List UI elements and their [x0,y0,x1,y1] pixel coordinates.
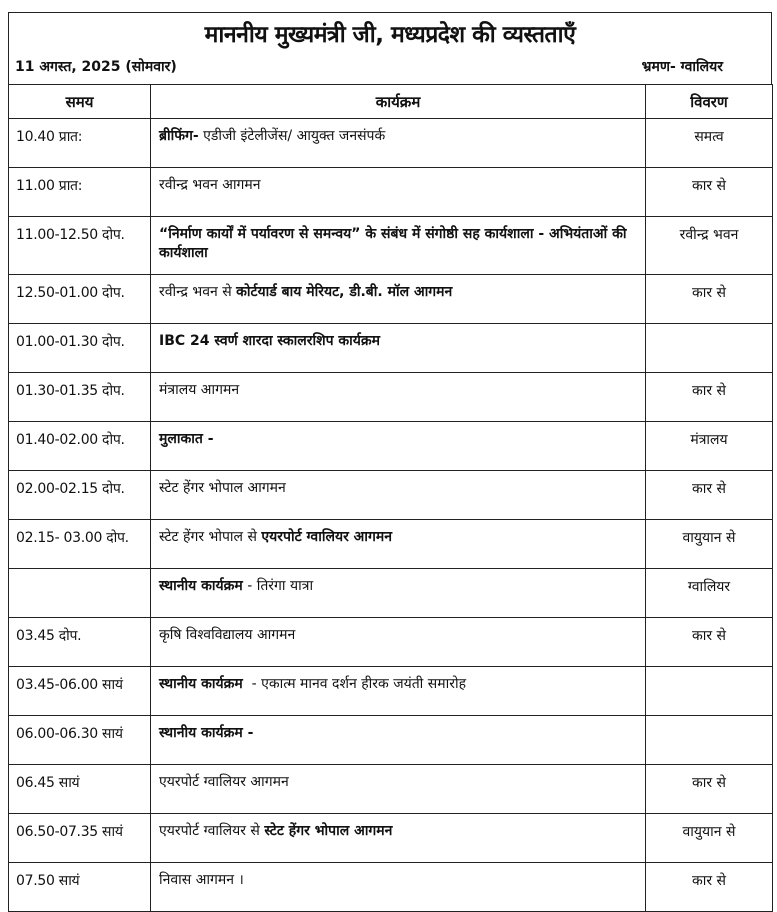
row-program [151,275,646,324]
program-bold-text: स्थानीय कार्यक्रम [159,676,243,692]
program-text: - एकात्म मानव दर्शन हीरक जयंती समारोह [242,676,467,692]
row-time: 11.00-12.50 दोप. [9,217,151,275]
row-time: 02.15- 03.00 दोप. [9,520,151,569]
row-time: 03.45-06.00 सायं [9,667,151,716]
row-details: कार से [646,373,773,422]
row-time: 06.50-07.35 सायं [9,814,151,863]
row-details: कार से [646,863,773,912]
row-details: कार से [646,765,773,814]
header-time: समय [9,85,151,119]
table-row [9,422,773,471]
table-row [9,569,773,618]
schedule-document [8,12,772,912]
row-details: कार से [646,168,773,217]
row-program [151,520,646,569]
schedule-date: 11 अगस्त, 2025 (सोमवार) [15,59,177,75]
table-row [9,275,773,324]
row-details [646,324,773,373]
row-program [151,814,646,863]
program-bold-text: “निर्माण कार्यों में पर्यावरण से समन्वय” के संबंध में संगोष्ठी सह कार्यशाला - अभियंताओं की कार्यशाला [159,226,627,261]
program-text: स्टेट हेंगर भोपाल से [159,529,262,545]
row-program [151,119,646,168]
program-bold-text: स्थानीय कार्यक्रम [159,578,243,594]
row-time: 03.45 दोप. [9,618,151,667]
row-details: वायुयान से [646,814,773,863]
row-time: 06.45 सायं [9,765,151,814]
row-program [151,618,646,667]
program-bold-text: स्थानीय कार्यक्रम - [159,725,254,741]
row-details: रवीन्द्र भवन [646,217,773,275]
row-time: 10.40 प्रात: [9,119,151,168]
table-row [9,618,773,667]
table-row [9,520,773,569]
program-text: रवीन्द्र भवन से [159,284,237,300]
row-details: कार से [646,618,773,667]
program-text: मंत्रालय आगमन [159,382,240,398]
schedule-table [8,84,773,912]
row-program [151,569,646,618]
program-bold-text: IBC 24 स्वर्ण शारदा स्कालरशिप कार्यक्रम [159,333,381,349]
row-program [151,471,646,520]
program-bold-text: मुलाकात - [159,431,214,447]
program-text: रवीन्द्र भवन आगमन [159,177,261,193]
row-time: 12.50-01.00 दोप. [9,275,151,324]
row-program [151,217,646,275]
table-row [9,863,773,912]
row-program [151,422,646,471]
tour-location: भ्रमण- ग्वालियर [641,59,723,75]
table-row [9,667,773,716]
row-program [151,765,646,814]
row-program [151,716,646,765]
row-program [151,373,646,422]
row-program [151,324,646,373]
table-row [9,814,773,863]
program-bold-text: एयरपोर्ट ग्वालियर आगमन [261,529,393,545]
row-details: कार से [646,275,773,324]
row-time: 06.00-06.30 सायं [9,716,151,765]
program-text: एयरपोर्ट ग्वालियर आगमन [159,774,289,790]
row-time: 02.00-02.15 दोप. [9,471,151,520]
table-row [9,217,773,275]
row-time [9,569,151,618]
program-bold-text: स्टेट हेंगर भोपाल आगमन [264,823,393,839]
program-text: स्टेट हेंगर भोपाल आगमन [159,480,286,496]
table-row [9,119,773,168]
program-bold-text: ब्रीफिंग- [159,128,199,144]
row-time: 07.50 सायं [9,863,151,912]
row-details: वायुयान से [646,520,773,569]
header-block [8,12,772,84]
row-details: कार से [646,471,773,520]
program-text: एडीजी इंटेलीजेंस/ आयुक्त जनसंपर्क [198,128,386,144]
table-header-row [9,85,773,119]
table-row [9,716,773,765]
row-details: ग्वालियर [646,569,773,618]
row-time: 01.30-01.35 दोप. [9,373,151,422]
row-program [151,168,646,217]
table-row [9,471,773,520]
row-time: 01.00-01.30 दोप. [9,324,151,373]
program-text: - तिरंगा यात्रा [242,578,314,594]
row-details: समत्व [646,119,773,168]
row-details [646,716,773,765]
row-details [646,667,773,716]
program-bold-text: कोर्टयार्ड बाय मेरियट, डी.बी. मॉल आगमन [236,284,453,300]
row-program [151,667,646,716]
row-details: मंत्रालय [646,422,773,471]
row-program [151,863,646,912]
table-row [9,168,773,217]
table-row [9,324,773,373]
row-time: 11.00 प्रात: [9,168,151,217]
table-row [9,765,773,814]
program-text: निवास आगमन । [159,872,244,888]
row-time: 01.40-02.00 दोप. [9,422,151,471]
table-row [9,373,773,422]
document-title: माननीय मुख्यमंत्री जी, मध्यप्रदेश की व्यस्तताएँ [204,22,576,48]
header-details: विवरण [646,85,773,119]
program-text: कृषि विश्वविद्यालय आगमन [159,627,296,643]
header-program: कार्यक्रम [151,85,646,119]
program-text: एयरपोर्ट ग्वालियर से [159,823,265,839]
